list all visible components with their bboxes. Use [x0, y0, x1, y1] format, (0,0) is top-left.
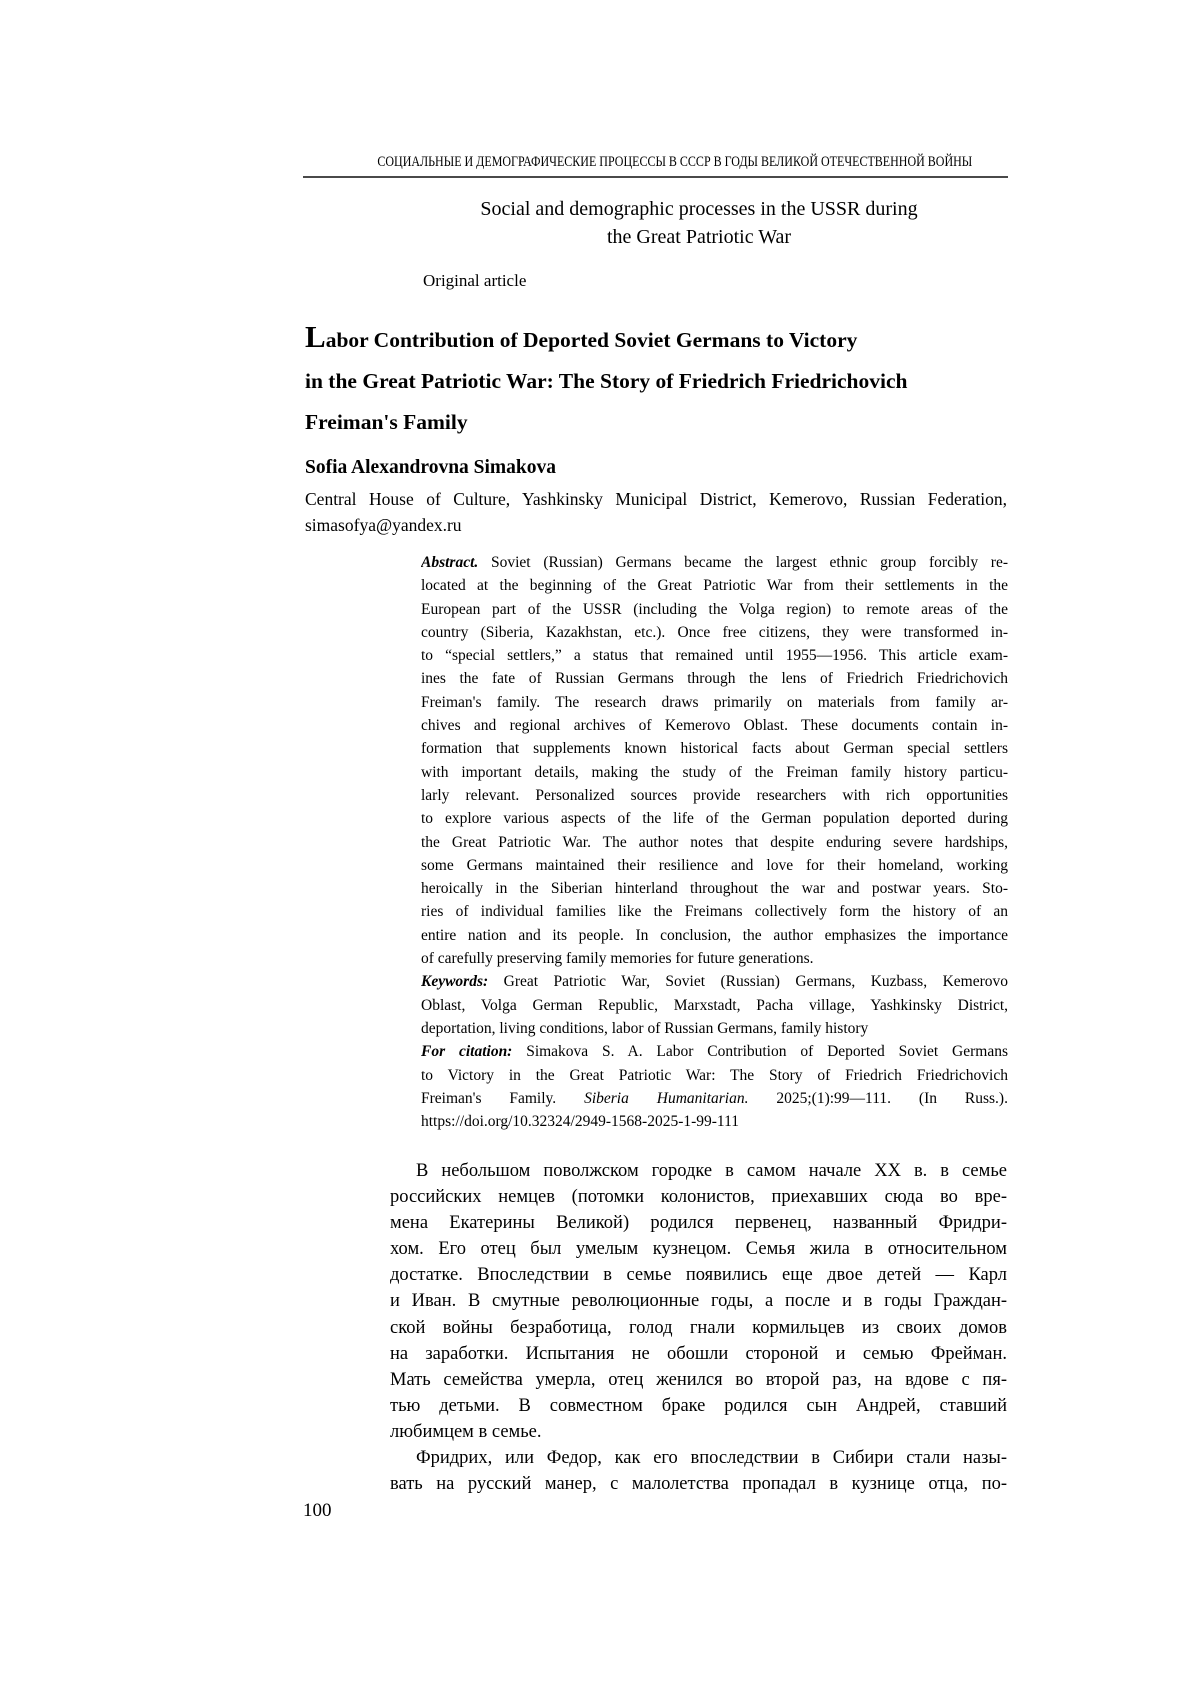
text-line: the Great Patriotic War. The author notes that despite enduring severe hardships, — [421, 833, 1008, 851]
text-line: formation that supplements known historical facts about German special settlers — [421, 740, 1008, 758]
running-header-text: СОЦИАЛЬНЫЕ И ДЕМОГРАФИЧЕСКИЕ ПРОЦЕССЫ В СССР В ГОДЫ ВЕЛИКОЙ ОТЕЧЕСТВЕННОЙ ВОЙНЫ — [377, 154, 973, 170]
text-line: хом. Его отец был умелым кузнецом. Семья жила в относительном — [390, 1239, 1007, 1260]
text-line: и Иван. В смутные революционные годы, а после и в годы Граждан- — [390, 1291, 1007, 1312]
running-header — [303, 153, 1008, 178]
abstract-first-line-text: Soviet (Russian) Germans became the largest ethnic group forcibly re- — [478, 554, 1008, 571]
section-subtitle — [390, 195, 1008, 251]
text-line: ries of individual families like the Freimans collectively form the history of an — [421, 903, 1008, 921]
author-affiliation — [305, 487, 1007, 538]
citation-paragraph — [421, 1040, 1008, 1133]
keywords-lines — [421, 994, 1008, 1041]
citation-first-line — [421, 1040, 1008, 1063]
citation-line-2: to Victory in the Great Patriotic War: The Story of Friedrich Friedrichovich — [421, 1066, 1008, 1084]
abstract-first-line — [421, 551, 1008, 574]
text-line: мена Екатерины Великой) родился первенец, названный Фридри- — [390, 1213, 1007, 1234]
text-line: российских немцев (потомки колонистов, приехавших сюда во вре- — [390, 1187, 1007, 1208]
doi-line: https://doi.org/10.32324/2949-1568-2025-1-99-111 — [421, 1113, 740, 1131]
text-line: to “special settlers,” a status that remained until 1955—1956. This article exam- — [421, 647, 1008, 665]
title-line-1-text: abor Contribution of Deported Soviet Germans to Victory — [325, 328, 858, 352]
citation-first-line-text: Simakova S. A. Labor Contribution of Deported Soviet Germans — [512, 1043, 1008, 1061]
text-line: достатке. Впоследствии в семье появились еще двое детей — Карл — [390, 1265, 1007, 1286]
text-line: В небольшом поволжском городке в самом начале XX в. в семье — [416, 1161, 1007, 1181]
text-line: ской войны безработица, голод гнали кормильцев из своих домов — [390, 1317, 1007, 1338]
keywords-paragraph — [421, 970, 1008, 1040]
article-type-label: Original article — [423, 271, 527, 290]
body-text-russian — [390, 1158, 1007, 1497]
text-line: на заработки. Испытания не обошли стороной и семью Фрейман. — [390, 1343, 1007, 1364]
title-line-3: Freiman's Family — [305, 410, 468, 434]
body-paragraph-2 — [390, 1445, 1007, 1497]
text-line: with important details, making the study of the Freiman family history particu- — [421, 763, 1008, 781]
body-paragraph-1 — [390, 1158, 1007, 1445]
keywords-first-line-text: Great Patriotic War, Soviet (Russian) Germans, Kuzbass, Kemerovo — [488, 973, 1008, 991]
abstract-label: Abstract. — [421, 554, 479, 571]
text-line: Freiman's family. The research draws primarily on materials from family ar- — [421, 693, 1008, 711]
text-line: country (Siberia, Kazakhstan, etc.). Once free citizens, they were transformed in- — [421, 623, 1008, 641]
text-line: heroically in the Siberian hinterland throughout the war and postwar years. Sto- — [421, 880, 1008, 898]
text-line: Мать семейства умерла, отец женился во второй раз, на вдове с пя- — [390, 1369, 1007, 1390]
citation-line-3 — [421, 1087, 1008, 1110]
title-line-1 — [305, 320, 1007, 361]
keywords-label: Keywords: — [421, 973, 489, 991]
subtitle-line-2: the Great Patriotic War — [606, 226, 792, 248]
keywords-first-line — [421, 970, 1008, 993]
affiliation-line: Central House of Culture, Yashkinsky Municipal District, Kemerovo, Russian Federation, — [305, 489, 1007, 509]
text-line: of carefully preserving family memories for future generations. — [421, 950, 814, 968]
journal-name: Siberia Humanitarian. — [584, 1089, 749, 1107]
text-line: larly relevant. Personalized sources provide researchers with rich opportunities — [421, 786, 1008, 804]
abstract-paragraph — [421, 551, 1008, 970]
title-line-2: in the Great Patriotic War: The Story of Friedrich Friedrichovich — [305, 369, 908, 393]
text-line: chives and regional archives of Kemerovo Oblast. These documents contain in- — [421, 717, 1008, 735]
author-name: Sofia Alexandrovna Simakova — [305, 457, 557, 478]
abstract-lines — [421, 574, 1008, 970]
text-line: Oblast, Volga German Republic, Marxstadt, Pacha village, Yashkinsky District, — [421, 996, 1008, 1014]
page-number: 100 — [303, 1500, 332, 1521]
text-line: located at the beginning of the Great Patriotic War from their settlements in the — [421, 577, 1008, 595]
author-email: simasofya@yandex.ru — [305, 514, 462, 535]
text-line: Фридрих, или Федор, как его впоследствии в Сибири стали назы- — [416, 1448, 1007, 1469]
text-line: тью детьми. В совместном браке родился сын Андрей, ставший — [390, 1395, 1007, 1416]
text-line: entire nation and its people. In conclusion, the author emphasizes the importance — [421, 926, 1008, 944]
text-line: European part of the USSR (including the Volga region) to remote areas of the — [421, 600, 1008, 618]
abstract-block — [421, 551, 1008, 1133]
citation-line-3-after: 2025;(1):99—111. (In Russ.). — [748, 1089, 1008, 1107]
text-line: to explore various aspects of the life of the German population deported during — [421, 810, 1008, 828]
title-drop-initial: L — [305, 319, 326, 354]
text-line: ines the fate of Russian Germans through the lens of Friedrich Friedrichovich — [421, 670, 1008, 688]
text-line: любимцем в семье. — [390, 1421, 542, 1442]
citation-line-3-before: Freiman's Family. — [421, 1089, 585, 1107]
text-line: deportation, living conditions, labor of Russian Germans, family history — [421, 1019, 869, 1037]
subtitle-line-1: Social and demographic processes in the USSR during — [480, 198, 918, 220]
text-line: вать на русский манер, с малолетства пропадал в кузнице отца, по- — [390, 1474, 1007, 1495]
text-line: some Germans maintained their resilience and love for their homeland, working — [421, 856, 1008, 874]
article-title — [305, 320, 1007, 443]
citation-label: For citation: — [421, 1043, 513, 1061]
